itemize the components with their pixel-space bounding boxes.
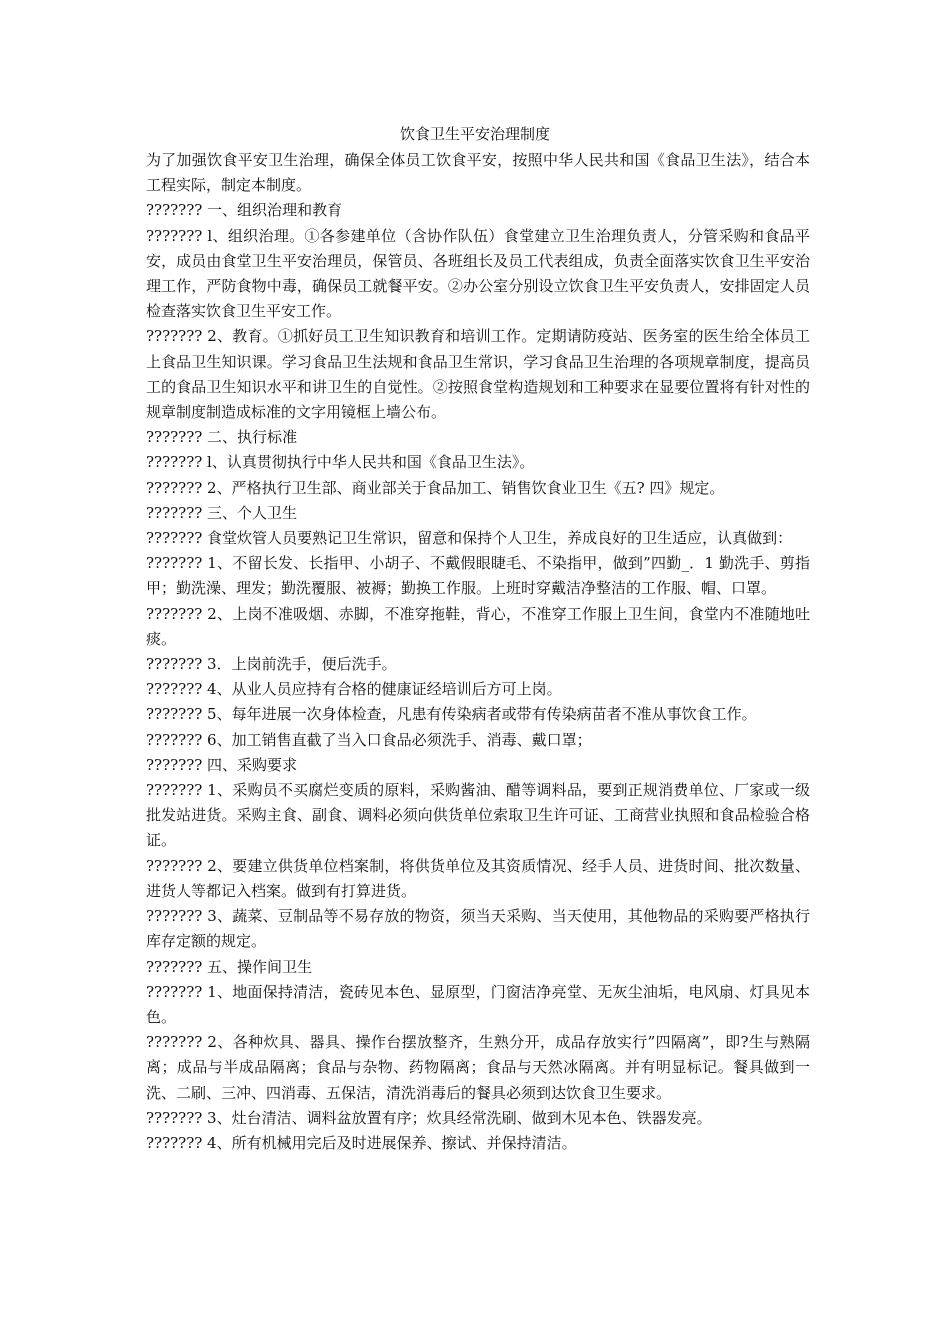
section-heading: ??????? 四、采购要求 [146, 755, 298, 774]
document-body [146, 148, 810, 1156]
paragraph: ??????? 3、灶台清洁、调料盆放置有序；炊具经常洗刷、做到木见本色、铁器发亮。 [146, 1108, 712, 1127]
paragraph: ??????? l、认真贯彻执行中华人民共和国《食品卫生法》。 [146, 453, 535, 472]
paragraph: ??????? 2、严格执行卫生部、商业部关于食品加工、销售饮食业卫生《五? 四》规定。 [146, 478, 725, 497]
section-heading: ??????? 一、组织治理和教育 [146, 201, 343, 220]
paragraph: ??????? 3、蔬菜、豆制品等不易存放的物资，须当天采购、当天使用，其他物品的采购要严格执行库存定额的规定。 [146, 907, 810, 951]
paragraph: ??????? 5、每年进展一次身体检查，凡患有传染病者或带有传染病苗者不准从事饮食工作。 [146, 705, 757, 724]
section-heading: ??????? 二、执行标准 [146, 428, 298, 447]
document-title: 饮食卫生平安治理制度 [399, 125, 550, 143]
section-heading: ??????? 五、操作间卫生 [146, 957, 313, 976]
paragraph: ??????? 1、地面保持清洁，瓷砖见本色、显原型，门窗洁净亮堂、无灰尘油垢，电风扇、灯具见本色。 [146, 982, 810, 1026]
paragraph: ??????? 2、要建立供货单位档案制，将供货单位及其资质情况、经手人员、进货时间、批次数量、进货人等都记入档案。做到有打算进货。 [146, 856, 810, 900]
paragraph: ??????? l、组织治理。①各参建单位（含协作队伍）食堂建立卫生治理负责人，分管采购和食品平安，成员由食堂卫生平安治理员，保管员、各班组长及员工代表组成，负责全面落实饮食卫生平安治理工作，严防食物中毒，确保员工就餐平安。②办公室分别设立饮食卫生平安负责人，安排固定人员检查落实饮食卫生平安工作。 [146, 226, 810, 321]
paragraph: ??????? 6、加工销售直截了当入口食品必须洗手、消毒、戴口罩； [146, 730, 592, 749]
paragraph: ??????? 1、采购员不买腐烂变质的原料，采购酱油、醋等调料品，要到正规消费单位、厂家或一级批发站进货。采购主食、副食、调料必须向供货单位索取卫生许可证、工商营业执照和食品检验合格证。 [146, 781, 810, 850]
paragraph: ??????? 食堂炊管人员要熟记卫生常识，留意和保持个人卫生，养成良好的卫生适应，认真做到： [146, 529, 793, 548]
paragraph: 为了加强饮食平安卫生治理，确保全体员工饮食平安，按照中华人民共和国《食品卫生法》，结合本工程实际，制定本制度。 [146, 151, 810, 195]
paragraph: ??????? 2、上岗不准吸烟、赤脚，不准穿拖鞋，背心，不准穿工作服上卫生间，食堂内不准随地吐痰。 [146, 604, 810, 648]
paragraph: ??????? 1、不留长发、长指甲、小胡子、不戴假眼睫毛、不染指甲，做到”四勤_．1 勤洗手、剪指甲；勤洗澡、理发；勤洗覆服、被褥；勤换工作服。上班时穿戴洁净整洁的工作服、帽、口罩。 [146, 554, 810, 598]
section-heading: ??????? 三、个人卫生 [146, 503, 298, 522]
paragraph: ??????? 3．上岗前洗手，便后洗手。 [146, 655, 397, 674]
paragraph: ??????? 4、从业人员应持有合格的健康证经培训后方可上岗。 [146, 680, 562, 699]
paragraph: ??????? 2、教育。①抓好员工卫生知识教育和培训工作。定期请防疫站、医务室的医生给全体员工上食品卫生知识课。学习食品卫生法规和食品卫生常识，学习食品卫生治理的各项规章制度，提高员工的食品卫生知识水平和讲卫生的自觉性。②按照食堂构造规划和工种要求在显要位置将有针对性的规章制度制造成标准的文字用镜框上墙公布。 [146, 327, 810, 422]
paragraph: ??????? 2、各种炊具、器具、操作台摆放整齐，生熟分开，成品存放实行”四隔离”，即?生与熟隔离；成品与半成品隔离；食品与杂物、药物隔离；食品与天然冰隔离。并有明显标记。餐具做到一洗、二刷、三冲、四消毒、五保洁，清洗消毒后的餐具必须到达饮食卫生要求。 [146, 1033, 810, 1102]
paragraph: ??????? 4、所有机械用完后及时进展保养、擦试、并保持清洁。 [146, 1133, 577, 1152]
